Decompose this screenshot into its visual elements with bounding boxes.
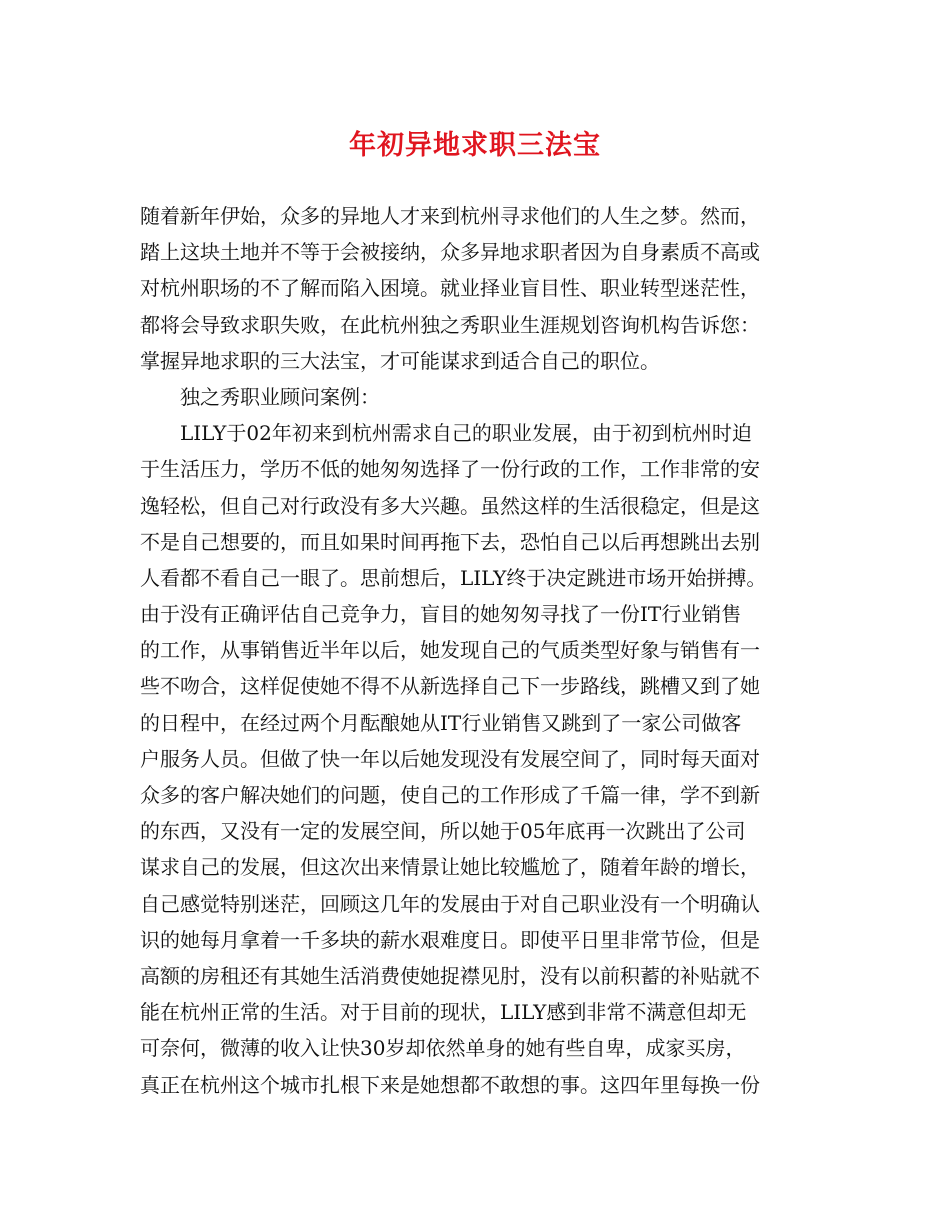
text-line: 对杭州职场的不了解而陷入困境。就业择业盲目性、职业转型迷茫性， bbox=[140, 276, 760, 301]
text-line: 由于没有正确评估自己竞争力，盲目的她匆匆寻找了一份IT行业销售 bbox=[140, 602, 742, 627]
text-line: 众多的客户解决她们的问题，使自己的工作形成了千篇一律，学不到新 bbox=[140, 783, 760, 807]
text-line: 些不吻合，这样促使她不得不从新选择自己下一步路线，跳槽又到了她 bbox=[140, 674, 760, 699]
text-line: 逸轻松，但自己对行政没有多大兴趣。虽然这样的生活很稳定，但是这 bbox=[140, 493, 760, 518]
page-title: 年初异地求职三法宝 bbox=[349, 130, 601, 161]
text-line: 高额的房租还有其她生活消费使她捉襟见肘，没有以前积蓄的补贴就不 bbox=[140, 963, 760, 988]
text-line: 踏上这块土地并不等于会被接纳，众多异地求职者因为自身素质不高或 bbox=[140, 240, 760, 265]
text-line: 人看都不看自己一眼了。思前想后，LILY终于决定跳进市场开始拼搏。 bbox=[140, 565, 767, 590]
text-line: 户服务人员。但做了快一年以后她发现没有发展空间了，同时每天面对 bbox=[140, 746, 760, 771]
text-line: 的日程中，在经过两个月酝酿她从IT行业销售又跳到了一家公司做客 bbox=[140, 710, 742, 735]
text-line: 谋求自己的发展，但这次出来情景让她比较尴尬了，随着年龄的增长， bbox=[140, 855, 760, 880]
text-line: 识的她每月拿着一千多块的薪水艰难度日。即使平日里非常节俭，但是 bbox=[140, 927, 760, 952]
text-line: 的工作，从事销售近半年以后，她发现自己的气质类型好象与销售有一 bbox=[140, 638, 760, 663]
text-line: LILY于02年初来到杭州需求自己的职业发展，由于初到杭州时迫 bbox=[180, 421, 752, 446]
text-line: 真正在杭州这个城市扎根下来是她想都不敢想的事。这四年里每换一份 bbox=[140, 1072, 760, 1097]
text-line: 自己感觉特别迷茫，回顾这几年的发展由于对自己职业没有一个明确认 bbox=[140, 891, 760, 916]
text-line: 于生活压力，学历不低的她匆匆选择了一份行政的工作，工作非常的安 bbox=[140, 457, 760, 482]
text-line: 的东西，又没有一定的发展空间，所以她于05年底再一次跳出了公司 bbox=[140, 819, 746, 844]
text-line: 掌握异地求职的三大法宝，才可能谋求到适合自己的职位。 bbox=[140, 348, 660, 373]
article-body bbox=[140, 198, 820, 1103]
text-line: 可奈何，微薄的收入让快30岁却依然单身的她有些自卑，成家买房， bbox=[140, 1036, 746, 1061]
text-line: 都将会导致求职失败，在此杭州独之秀职业生涯规划咨询机构告诉您： bbox=[140, 312, 760, 337]
text-line: 独之秀职业顾问案例： bbox=[180, 384, 380, 409]
text-line: 随着新年伊始，众多的异地人才来到杭州寻求他们的人生之梦。然而， bbox=[140, 204, 760, 228]
text-line: 能在杭州正常的生活。对于目前的现状，LILY感到非常不满意但却无 bbox=[140, 1000, 747, 1025]
text-line: 不是自己想要的，而且如果时间再拖下去，恐怕自己以后再想跳出去别 bbox=[140, 529, 760, 554]
